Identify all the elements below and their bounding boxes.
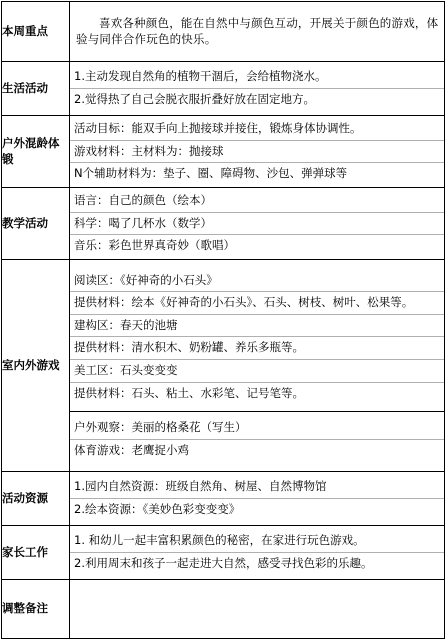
- resource-item: 1.园内自然资源：班级自然角、树屋、自然博物馆: [74, 479, 327, 494]
- content-games: [70, 260, 445, 472]
- notes-text: [70, 604, 444, 614]
- indoor-game-item: 建构区：春天的池塘: [70, 314, 444, 337]
- row-games: [2, 260, 445, 472]
- content-focus: [70, 2, 445, 62]
- label-focus: 本周重点: [2, 2, 70, 62]
- outdoor-game-item: 户外观察：美丽的格桑花（写生）: [70, 411, 444, 439]
- label-parents: 家长工作: [2, 526, 70, 580]
- content-parents: [70, 526, 445, 580]
- teaching-item: 音乐：彩色世界真奇妙（歌唱）: [70, 234, 444, 257]
- label-outdoor: 户外混龄体锻: [2, 116, 70, 188]
- outdoor-item: 活动目标：能双手向上抛接球并接住，锻炼身体协调性。: [74, 121, 362, 136]
- label-notes: 调整备注: [2, 580, 70, 639]
- content-resources: [70, 472, 445, 526]
- label-teaching: 教学活动: [2, 188, 70, 260]
- focus-text: 喜欢各种颜色，能在自然中与颜色互动，开展关于颜色的游戏，体验与同伴合作玩色的快乐。: [76, 15, 439, 46]
- row-resources: [2, 472, 445, 526]
- row-notes: [2, 580, 445, 639]
- indoor-game-item: 阅读区：《好神奇的小石头》: [74, 272, 218, 287]
- content-teaching: [70, 188, 445, 260]
- parent-item: 2.利用周末和孩子一起走进大自然，感受寻找色彩的乐趣。: [70, 552, 444, 575]
- outdoor-game-item: 体育游戏：老鹰捉小鸡: [70, 439, 444, 462]
- row-focus: [2, 2, 445, 62]
- indoor-game-item: 提供材料：清水积木、奶粉罐、养乐多瓶等。: [70, 336, 444, 359]
- outdoor-item: N个辅助材料为：垫子、圈、障碍物、沙包、弹弹球等: [70, 162, 444, 185]
- row-outdoor: [2, 116, 445, 188]
- content-outdoor: [70, 116, 445, 188]
- daily-item: 2.觉得热了自己会脱衣服折叠好放在固定地方。: [70, 88, 444, 111]
- daily-item: 1.主动发现自然角的植物干涸后，会给植物浇水。: [74, 69, 327, 84]
- teaching-item: 语言：自己的颜色（绘本）: [74, 193, 212, 208]
- resource-item: 2.绘本资源：《美妙色彩变变变》: [70, 498, 444, 521]
- row-parents: [2, 526, 445, 580]
- teaching-item: 科学：喝了几杯水（数学）: [70, 212, 444, 235]
- indoor-game-item: 提供材料：石头、粘土、水彩笔、记号笔等。: [70, 382, 444, 412]
- indoor-game-item: 美工区：石头变变变: [70, 359, 444, 382]
- content-notes: [70, 580, 445, 639]
- label-games: 室内外游戏: [2, 260, 70, 472]
- parent-item: 1. 和幼儿一起丰富积累颜色的秘密，在家进行玩色游戏。: [74, 533, 365, 548]
- label-daily: 生活活动: [2, 62, 70, 116]
- indoor-game-item: 提供材料：绘本《好神奇的小石头》、石头、树枝、树叶、松果等。: [70, 291, 444, 314]
- content-daily: [70, 62, 445, 116]
- row-daily: [2, 62, 445, 116]
- outdoor-item: 游戏材料：主材料为：抛接球: [70, 140, 444, 163]
- row-teaching: [2, 188, 445, 260]
- weekly-plan-table: [1, 1, 445, 639]
- label-resources: 活动资源: [2, 472, 70, 526]
